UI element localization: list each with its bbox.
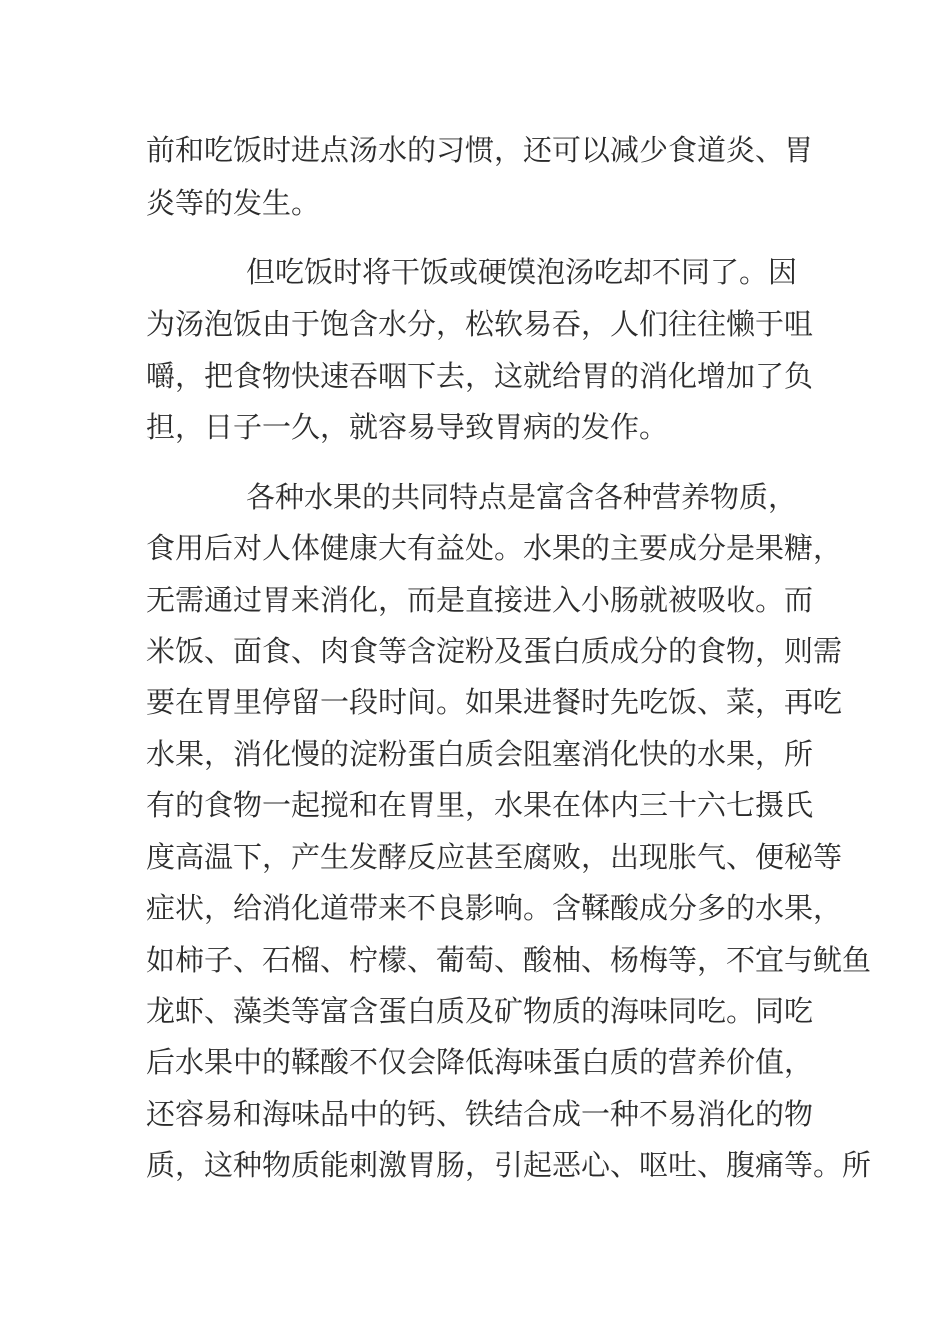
paragraph-2-line-3: 嚼，把食物快速吞咽下去，这就给胃的消化增加了负 bbox=[146, 359, 814, 393]
paragraph-3-line-13: 还容易和海味品中的钙、铁结合成一种不易消化的物 bbox=[146, 1097, 814, 1131]
paragraph-3-line-3: 无需通过胃来消化，而是直接进入小肠就被吸收。而 bbox=[146, 583, 814, 617]
paragraph-1-line-2: 炎等的发生。 bbox=[146, 186, 321, 220]
paragraph-3-line-14: 质，这种物质能刺激胃肠，引起恶心、呕吐、腹痛等。所 bbox=[146, 1148, 872, 1182]
paragraph-2-line-1: 但吃饭时将干饭或硬馍泡汤吃却不同了。因 bbox=[246, 255, 798, 289]
paragraph-3-line-9: 症状，给消化道带来不良影响。含鞣酸成分多的水果， bbox=[146, 891, 843, 925]
paragraph-3-line-10: 如柿子、石榴、柠檬、葡萄、酸柚、杨梅等，不宜与鱿鱼 bbox=[146, 943, 872, 977]
paragraph-3-line-7: 有的食物一起搅和在胃里，水果在体内三十六七摄氏 bbox=[146, 788, 814, 822]
paragraph-3-line-8: 度高温下，产生发酵反应甚至腐败，出现胀气、便秘等 bbox=[146, 840, 843, 874]
paragraph-3-line-4: 米饭、面食、肉食等含淀粉及蛋白质成分的食物，则需 bbox=[146, 634, 843, 668]
paragraph-3-line-12: 后水果中的鞣酸不仅会降低海味蛋白质的营养价值， bbox=[146, 1045, 814, 1079]
paragraph-3-line-11: 龙虾、藻类等富含蛋白质及矿物质的海味同吃。同吃 bbox=[146, 994, 814, 1028]
paragraph-3-line-5: 要在胃里停留一段时间。如果进餐时先吃饭、菜，再吃 bbox=[146, 685, 843, 719]
paragraph-1-line-1: 前和吃饭时进点汤水的习惯，还可以减少食道炎、胃 bbox=[146, 133, 814, 167]
paragraph-3-line-2: 食用后对人体健康大有益处。水果的主要成分是果糖， bbox=[146, 531, 843, 565]
paragraph-3-line-6: 水果，消化慢的淀粉蛋白质会阻塞消化快的水果，所 bbox=[146, 737, 814, 771]
paragraph-2-line-4: 担，日子一久，就容易导致胃病的发作。 bbox=[146, 410, 669, 444]
paragraph-2-line-2: 为汤泡饭由于饱含水分，松软易吞，人们往往懒于咀 bbox=[146, 307, 814, 341]
paragraph-3-line-1: 各种水果的共同特点是富含各种营养物质， bbox=[246, 480, 798, 514]
